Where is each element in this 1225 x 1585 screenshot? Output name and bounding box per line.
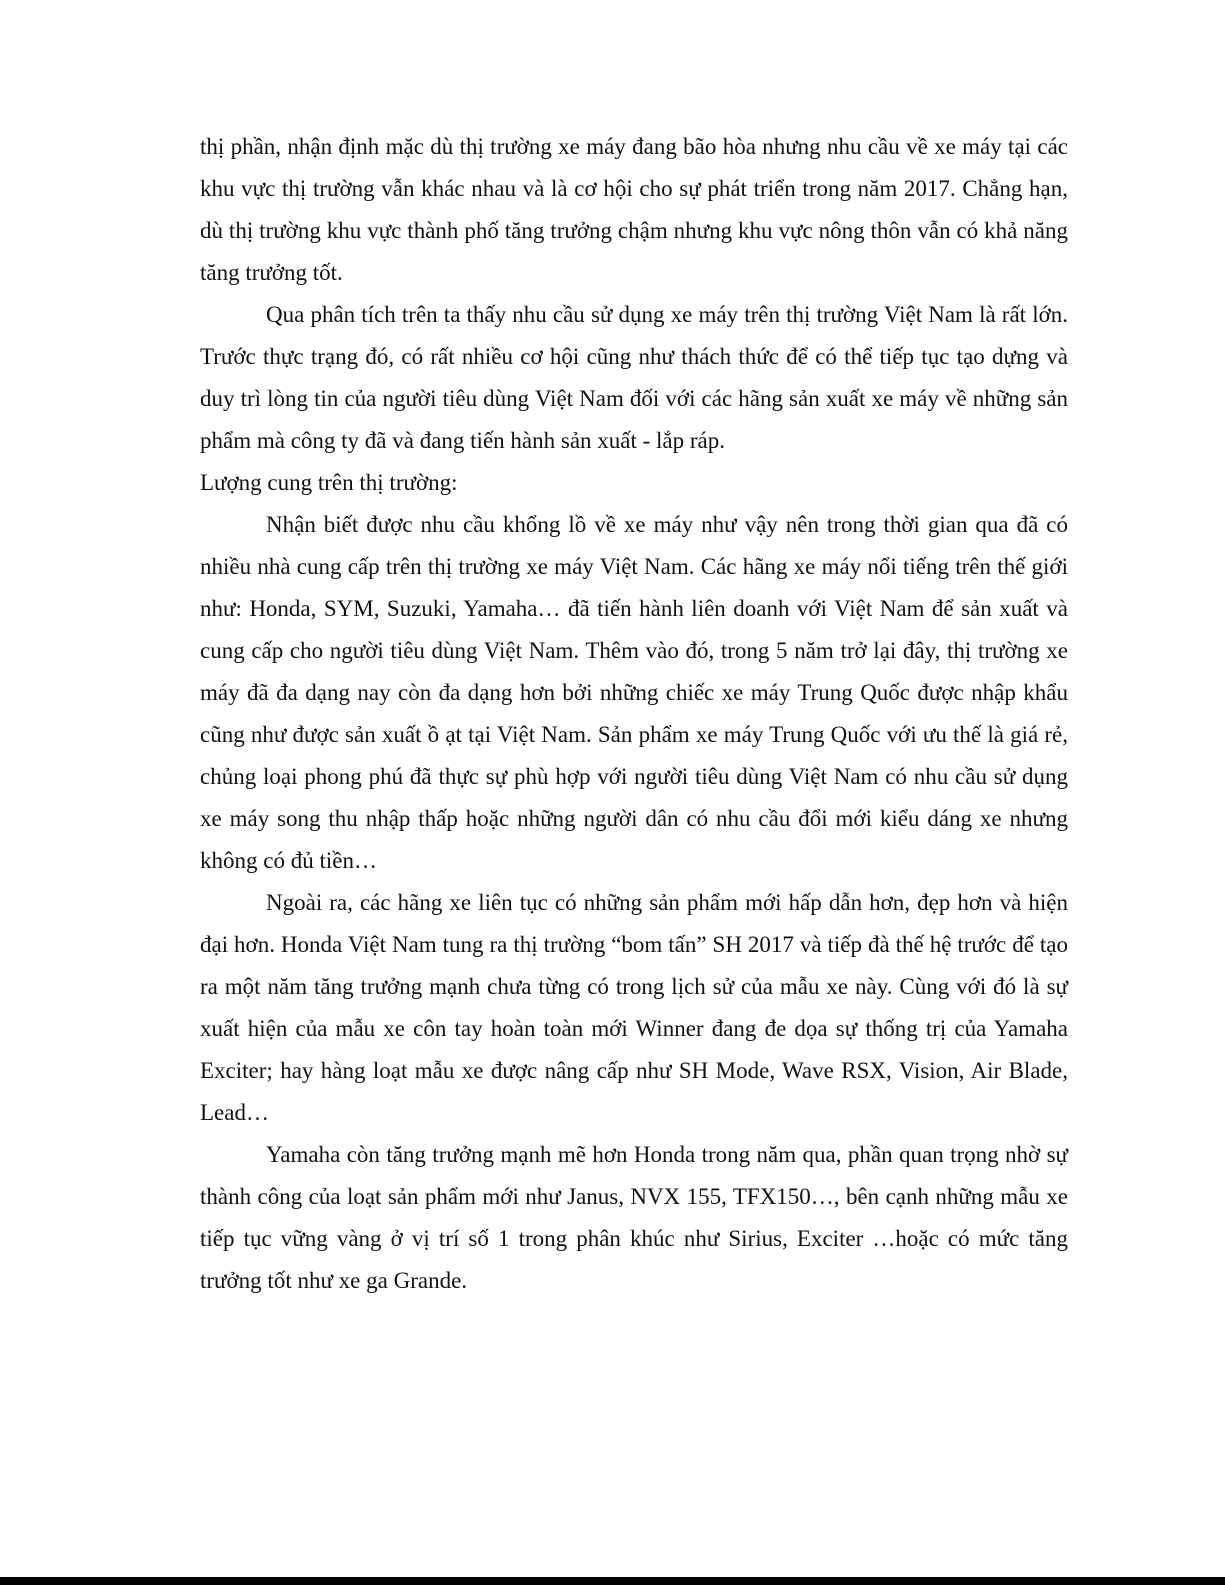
paragraph-suppliers: Nhận biết được nhu cầu khổng lồ về xe máy như vậy nên trong thời gian qua đã có nhiều nhà cung cấp trên thị trường xe máy Việt Nam. Các hãng xe máy nổi tiếng trên thế giới như: Honda, SYM, Suzuki, Yamaha… đã tiến hành liên doanh với Việt Nam để sản xuất và cung cấp cho người tiêu dùng Việt Nam. Thêm vào đó, trong 5 năm trở lại đây, thị trường xe máy đã đa dạng nay còn đa dạng hơn bởi những chiếc xe máy Trung Quốc được nhập khẩu cũng như được sản xuất ồ ạt tại Việt Nam. Sản phẩm xe máy Trung Quốc với ưu thế là giá rẻ, chủng loại phong phú đã thực sự phù hợp với người tiêu dùng Việt Nam có nhu cầu sử dụng xe máy song thu nhập thấp hoặc những người dân có nhu cầu đổi mới kiểu dáng xe nhưng không có đủ tiền… [200, 512, 1068, 873]
paragraph-yamaha-growth: Yamaha còn tăng trưởng mạnh mẽ hơn Honda trong năm qua, phần quan trọng nhờ sự thành công của loạt sản phẩm mới như Janus, NVX 155, TFX150…, bên cạnh những mẫu xe tiếp tục vững vàng ở vị trí số 1 trong phân khúc như Sirius, Exciter …hoặc có mức tăng trưởng tốt như xe ga Grande. [200, 1142, 1068, 1293]
page-bottom-border [0, 1577, 1225, 1585]
section-heading-supply: Lượng cung trên thị trường: [200, 470, 458, 495]
paragraph-market-share: thị phần, nhận định mặc dù thị trường xe máy đang bão hòa nhưng nhu cầu về xe máy tại các khu vực thị trường vẫn khác nhau và là cơ hội cho sự phát triển trong năm 2017. Chẳng hạn, dù thị trường khu vực thành phố tăng trưởng chậm nhưng khu vực nông thôn vẫn có khả năng tăng trưởng tốt. [200, 134, 1068, 285]
document-page [200, 126, 1068, 1302]
paragraph-honda-products: Ngoài ra, các hãng xe liên tục có những sản phẩm mới hấp dẫn hơn, đẹp hơn và hiện đại hơn. Honda Việt Nam tung ra thị trường “bom tấn” SH 2017 và tiếp đà thế hệ trước để tạo ra một năm tăng trưởng mạnh chưa từng có trong lịch sử của mẫu xe này. Cùng với đó là sự xuất hiện của mẫu xe côn tay hoàn toàn mới Winner đang đe dọa sự thống trị của Yamaha Exciter; hay hàng loạt mẫu xe được nâng cấp như SH Mode, Wave RSX, Vision, Air Blade, Lead… [200, 890, 1068, 1125]
paragraph-demand-analysis: Qua phân tích trên ta thấy nhu cầu sử dụng xe máy trên thị trường Việt Nam là rất lớn. Trước thực trạng đó, có rất nhiều cơ hội cũng như thách thức để có thể tiếp tục tạo dựng và duy trì lòng tin của người tiêu dùng Việt Nam đối với các hãng sản xuất xe máy về những sản phẩm mà công ty đã và đang tiến hành sản xuất - lắp ráp. [200, 302, 1068, 453]
